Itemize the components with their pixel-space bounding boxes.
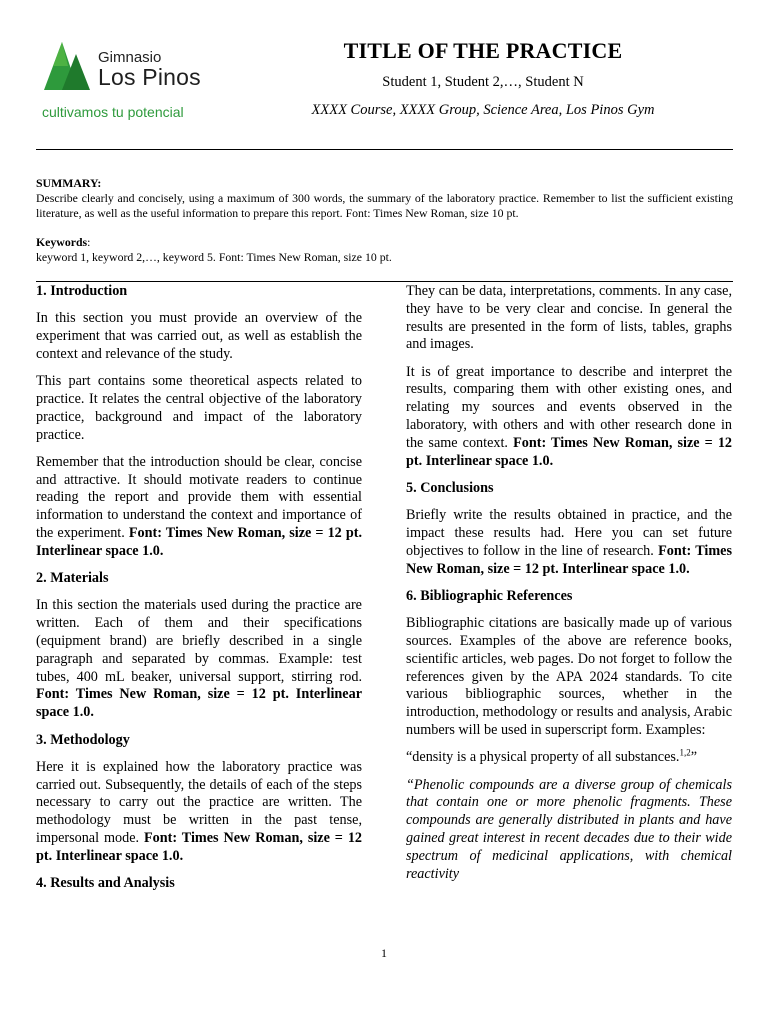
- introduction-paragraph-3: [36, 454, 362, 561]
- results-heading: 4. Results and Analysis: [36, 875, 175, 892]
- authors-line: Student 1, Student 2,…, Student N: [382, 74, 584, 90]
- introduction-paragraph-3-text: Remember that the introduction should be clear, concise and attractive. It should motivate readers to continue reading the report and provide them with essential information to understand the context and importance of the experiment.: [36, 453, 362, 542]
- summary-heading: SUMMARY:: [36, 176, 102, 190]
- logo-small-text: Gimnasio: [98, 49, 162, 66]
- right-column: [406, 283, 732, 893]
- page-number: 1: [381, 946, 387, 960]
- summary-text: Describe clearly and concisely, using a maximum of 300 words, the summary of the laboratory practice. Remember to list the sufficient existing literature, as well as the useful information to prepare this report. Font: Times New Roman, size 10 pt.: [36, 191, 733, 220]
- density-quote-close: ”: [690, 749, 697, 766]
- introduction-font-note: Font: Times New Roman, size = 12 pt. Interlinear space 1.0.: [36, 525, 362, 559]
- summary-block: [36, 176, 733, 221]
- materials-paragraph: [36, 597, 362, 722]
- density-quote: [406, 749, 732, 767]
- affiliation-line: XXXX Course, XXXX Group, Science Area, Los Pinos Gym: [311, 102, 655, 118]
- left-column: [36, 283, 362, 902]
- references-heading: 6. Bibliographic References: [406, 587, 573, 604]
- conclusions-paragraph: [406, 507, 732, 578]
- body-divider: [36, 281, 733, 282]
- logo-tagline: cultivamos tu potencial: [42, 104, 184, 120]
- results-paragraph-2: [406, 364, 732, 471]
- results-paragraph-1: They can be data, interpretations, comments. In any case, they have to be very clear and concise. In general the results are presented in the form of lists, tables, graphs and images.: [406, 283, 732, 353]
- methodology-paragraph: [36, 759, 362, 866]
- header-divider: [36, 149, 733, 150]
- conclusions-font-note: Font: Times New Roman, size = 12 pt. Interlinear space 1.0.: [406, 542, 732, 577]
- materials-font-note: Font: Times New Roman, size = 12 pt. Interlinear space 1.0.: [36, 686, 362, 721]
- materials-heading: 2. Materials: [36, 570, 109, 587]
- keywords-heading: Keywords: [36, 235, 88, 249]
- materials-paragraph-text: In this section the materials used during the practice are written. Each of them and their specifications (equipment brand) are briefly described in a single paragraph and separated by commas. Example: test tubes, 400 mL beaker, universal support, stirring rod.: [36, 597, 362, 685]
- keywords-colon: :: [87, 235, 91, 249]
- phenolic-quote: “Phenolic compounds are a diverse group of chemicals that contain one or more phenolic fragments. These compounds are generally distributed in plants and have gained great interest in recent decades due to their wide spectrum of medicinal applications, with chemical reactivity: [406, 776, 732, 882]
- results-paragraph-2-text: It is of great importance to describe and interpret the results, comparing them with other existing ones, and relating my sources and events observed in the laboratory, with others and with other research done in the same context.: [406, 363, 732, 451]
- conclusions-heading: 5. Conclusions: [406, 479, 494, 496]
- methodology-paragraph-text: Here it is explained how the laboratory practice was carried out. Subsequently, the details of each of the steps necessary to carry out the practice are written. The methodology must be written in the past tense, impersonal mode.: [36, 758, 362, 847]
- introduction-paragraph-2: This part contains some theoretical aspects related to practice. It relates the central objective of the laboratory practice, background and impact of the laboratory practice.: [36, 373, 362, 443]
- pine-trees-icon: [38, 38, 94, 96]
- references-paragraph: Bibliographic citations are basically made up of various sources. Examples of the above are reference books, scientific articles, web pages. Do not forget to follow the references given by the APA 2024 standards. To cite various bibliographic sources, whether in the introduction, methodology or results and analysis, Arabic numbers will be used in superscript form. Examples:: [406, 615, 732, 739]
- conclusions-paragraph-text: Briefly write the results obtained in practice, and the impact these results had. Here you can set future objectives to follow in the line of research.: [406, 507, 732, 559]
- density-quote-text: “density is a physical property of all substances.: [406, 749, 680, 766]
- logo-big-text: Los Pinos: [98, 64, 201, 90]
- introduction-heading: 1. Introduction: [36, 283, 128, 299]
- results-font-note: Font: Times New Roman, size = 12 pt. Interlinear space 1.0.: [406, 434, 733, 469]
- keywords-text: keyword 1, keyword 2,…, keyword 5. Font: Times New Roman, size 10 pt.: [36, 250, 392, 264]
- keywords-block: [36, 235, 733, 265]
- density-quote-citation: 1,2: [679, 747, 691, 758]
- methodology-font-note: Font: Times New Roman, size = 12 pt. Interlinear space 1.0.: [36, 830, 363, 864]
- page-title: TITLE OF THE PRACTICE: [343, 38, 623, 63]
- school-logo: [38, 38, 238, 128]
- introduction-paragraph-1: In this section you must provide an overview of the experiment that was carried out, as well as establish the context and relevance of the study.: [36, 310, 362, 362]
- methodology-heading: 3. Methodology: [36, 731, 130, 748]
